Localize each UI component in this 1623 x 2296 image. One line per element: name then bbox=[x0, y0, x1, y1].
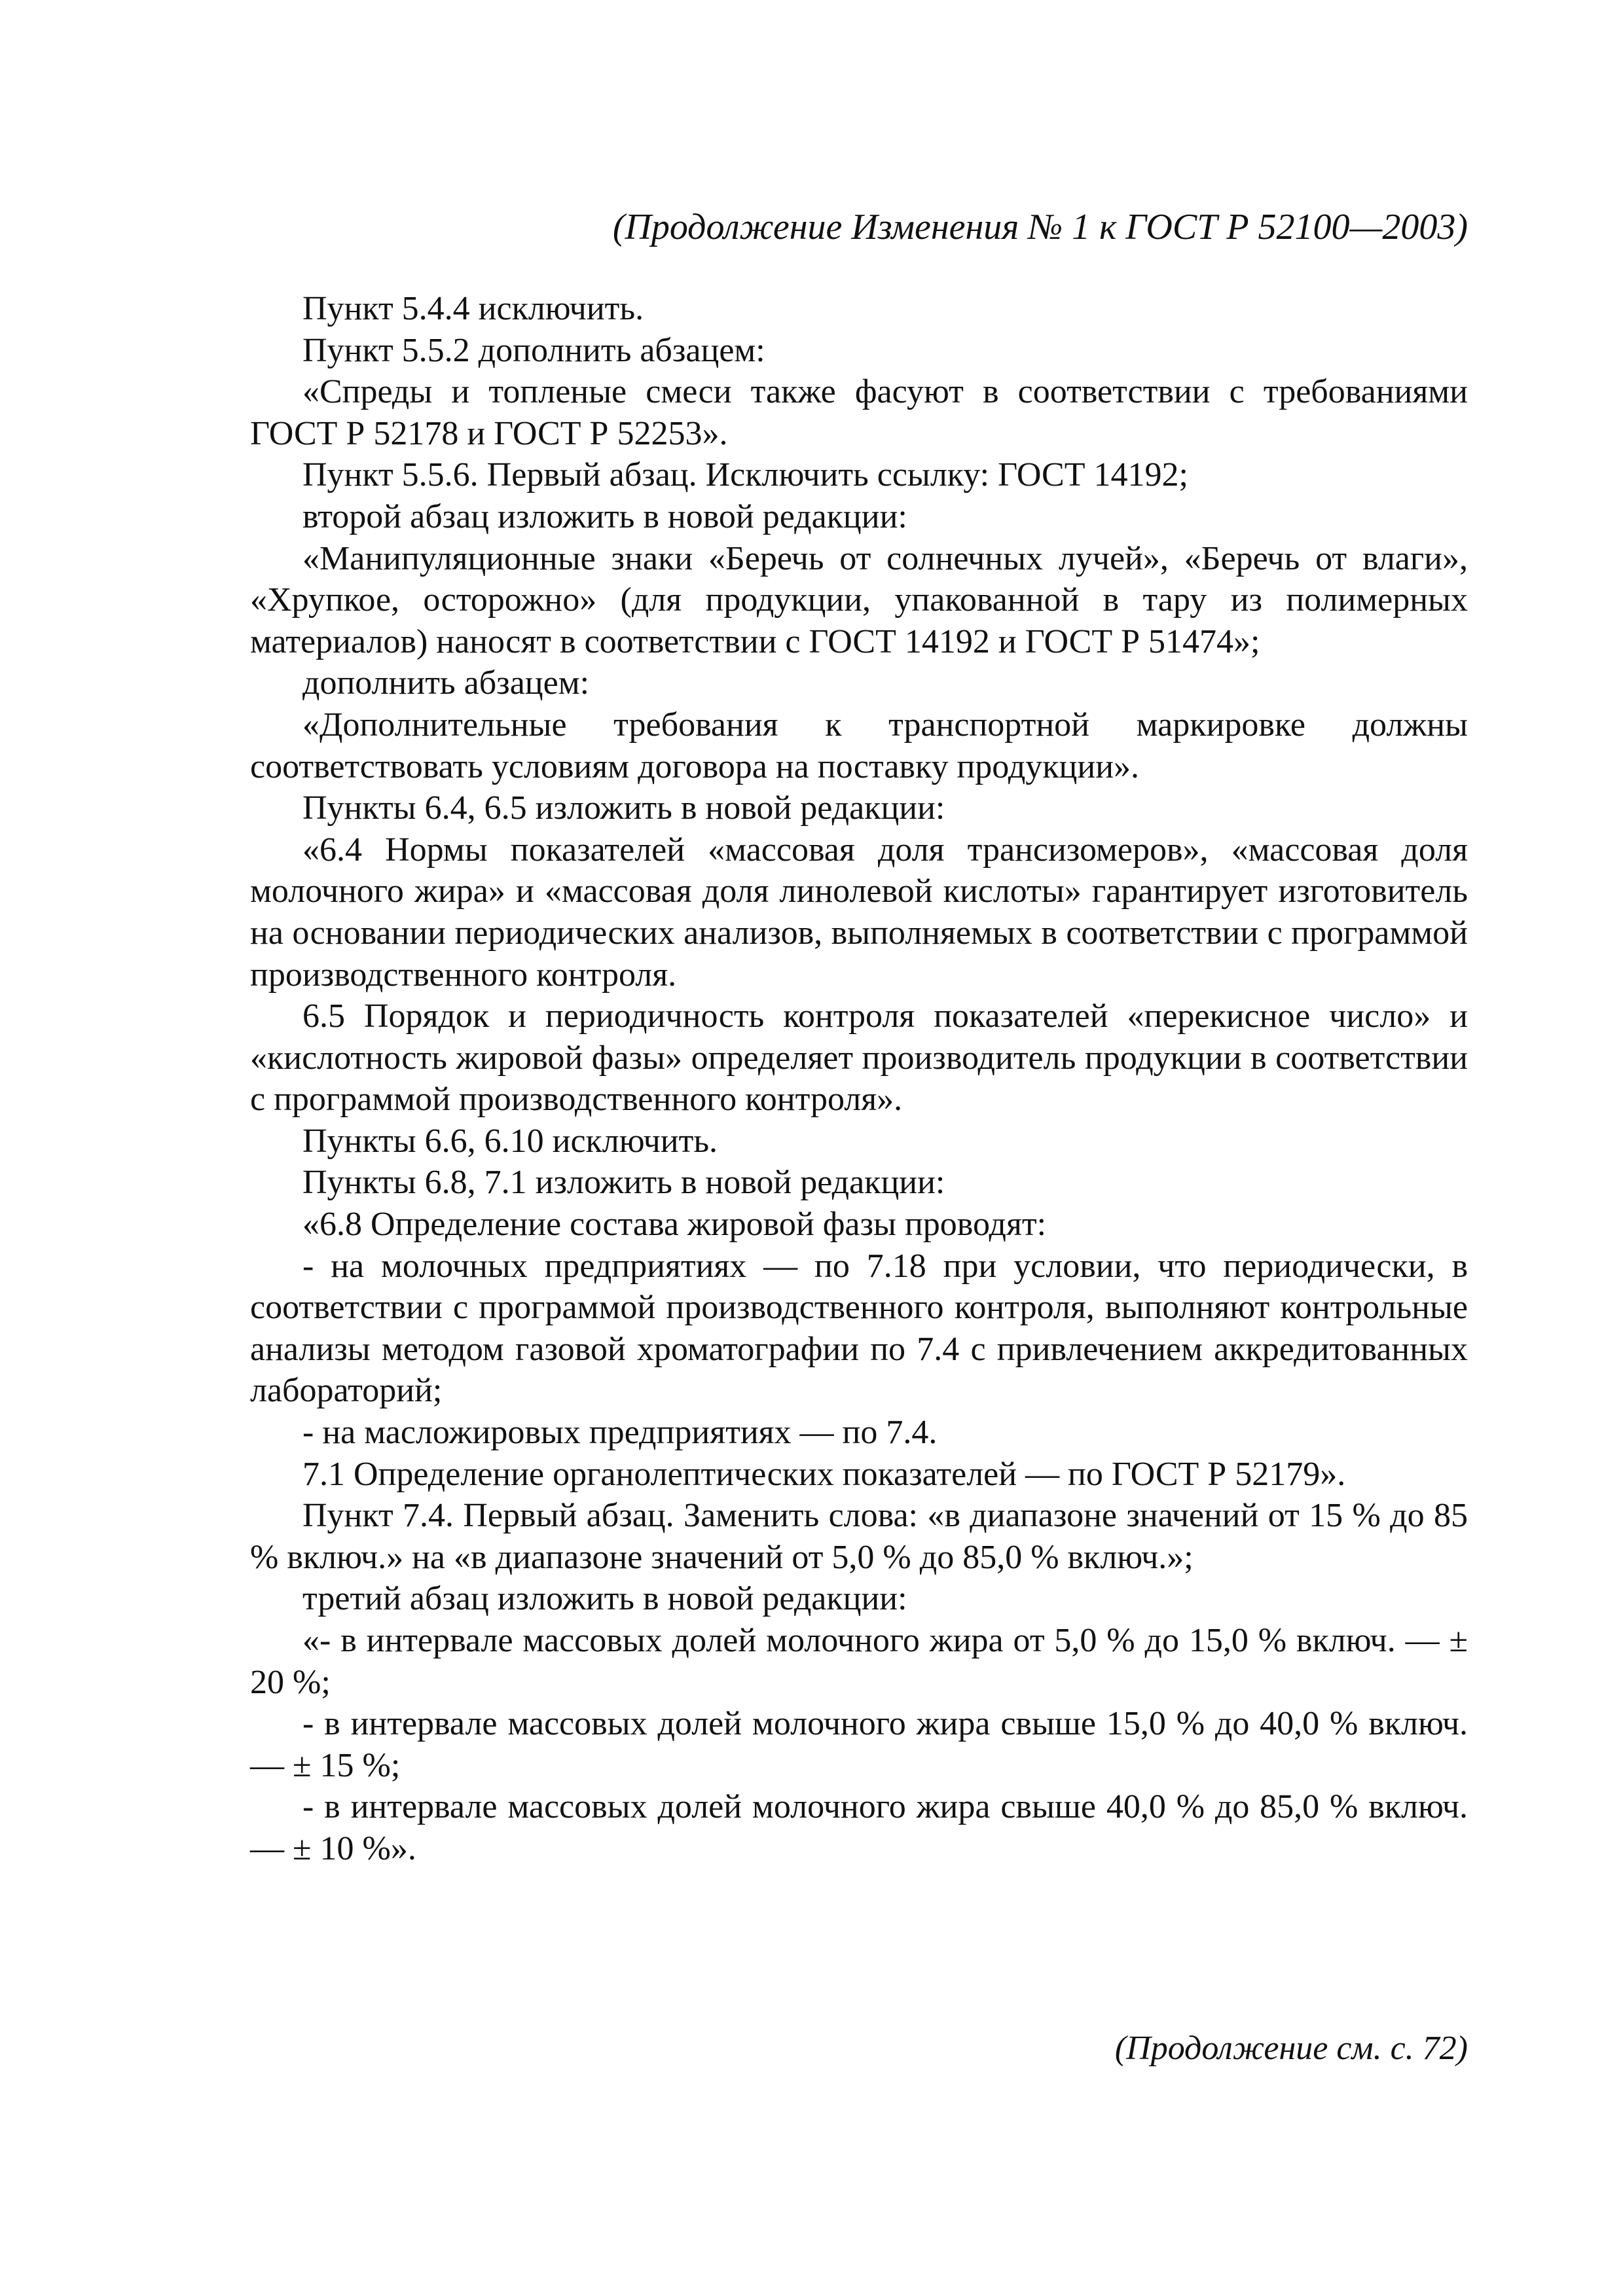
paragraph: третий абзац изложить в новой редакции: bbox=[302, 1580, 907, 1618]
paragraph: - в интервале массовых долей молочного жира свыше 15,0 % до 40,0 % включ. — ± 15 %; bbox=[250, 1705, 1468, 1784]
paragraph: «6.8 Определение состава жировой фазы проводят: bbox=[302, 1206, 1047, 1244]
paragraph: Пункт 5.5.6. Первый абзац. Исключить ссылку: ГОСТ 14192; bbox=[302, 456, 1188, 494]
paragraph: «6.4 Нормы показателей «массовая доля трансизомеров», «массовая доля молочного жира» и «массовая доля линолевой кислоты» гарантирует изготовитель на основании периодических анализов, выполняемых в соответствии с программой производственного контроля. bbox=[250, 831, 1468, 994]
paragraph: - на масложировых предприятиях — по 7.4. bbox=[302, 1414, 938, 1452]
paragraph: «Манипуляционные знаки «Беречь от солнечных лучей», «Беречь от влаги», «Хрупкое, осторожно» (для продукции, упакованной в тару из полимерных материалов) наносят в соответствии с ГОСТ 14192 и ГОСТ Р 51474»; bbox=[250, 539, 1468, 660]
paragraph: Пункт 5.5.2 дополнить абзацем: bbox=[302, 331, 765, 369]
paragraph: второй абзац изложить в новой редакции: bbox=[302, 497, 907, 535]
paragraph: «Дополнительные требования к транспортной маркировке должны соответствовать условиям договора на поставку продукции». bbox=[250, 706, 1468, 785]
paragraph: Пункты 6.8, 7.1 изложить в новой редакции: bbox=[302, 1164, 945, 1202]
paragraph: Пункт 5.4.4 исключить. bbox=[302, 290, 644, 327]
paragraph: «Спреды и топленые смеси также фасуют в соответствии с требованиями ГОСТ Р 52178 и ГОСТ Р 52253». bbox=[250, 373, 1468, 452]
paragraph: дополнить абзацем: bbox=[302, 664, 590, 702]
paragraph: - в интервале массовых долей молочного жира свыше 40,0 % до 85,0 % включ. — ± 10 %». bbox=[250, 1788, 1468, 1867]
paragraph: Пункты 6.4, 6.5 изложить в новой редакции: bbox=[302, 789, 945, 827]
paragraph: Пункты 6.6, 6.10 исключить. bbox=[302, 1122, 718, 1160]
document-body bbox=[250, 288, 1468, 1870]
paragraph: 6.5 Порядок и периодичность контроля показателей «перекисное число» и «кислотность жировой фазы» определяет производитель продукции в соответствии с программой производственного контроля». bbox=[250, 997, 1468, 1119]
paragraph: Пункт 7.4. Первый абзац. Заменить слова: «в диапазоне значений от 15 % до 85 % включ.» на «в диапазоне значений от 5,0 % до 85,0 % включ.»; bbox=[250, 1497, 1468, 1576]
continuation-footer: (Продолжение см. с. 72) bbox=[1114, 2030, 1468, 2067]
paragraph: 7.1 Определение органолептических показателей — по ГОСТ Р 52179». bbox=[302, 1455, 1346, 1493]
paragraph: - на молочных предприятиях — по 7.18 при условии, что периодически, в соответствии с программой производственного контроля, выполняют контрольные анализы методом газовой хроматографии по 7.4 с привлечением аккредитованных лабораторий; bbox=[250, 1247, 1468, 1410]
continuation-header: (Продолжение Изменения № 1 к ГОСТ Р 52100—2003) bbox=[612, 207, 1468, 247]
paragraph: «- в интервале массовых долей молочного жира от 5,0 % до 15,0 % включ. — ± 20 %; bbox=[250, 1622, 1468, 1701]
